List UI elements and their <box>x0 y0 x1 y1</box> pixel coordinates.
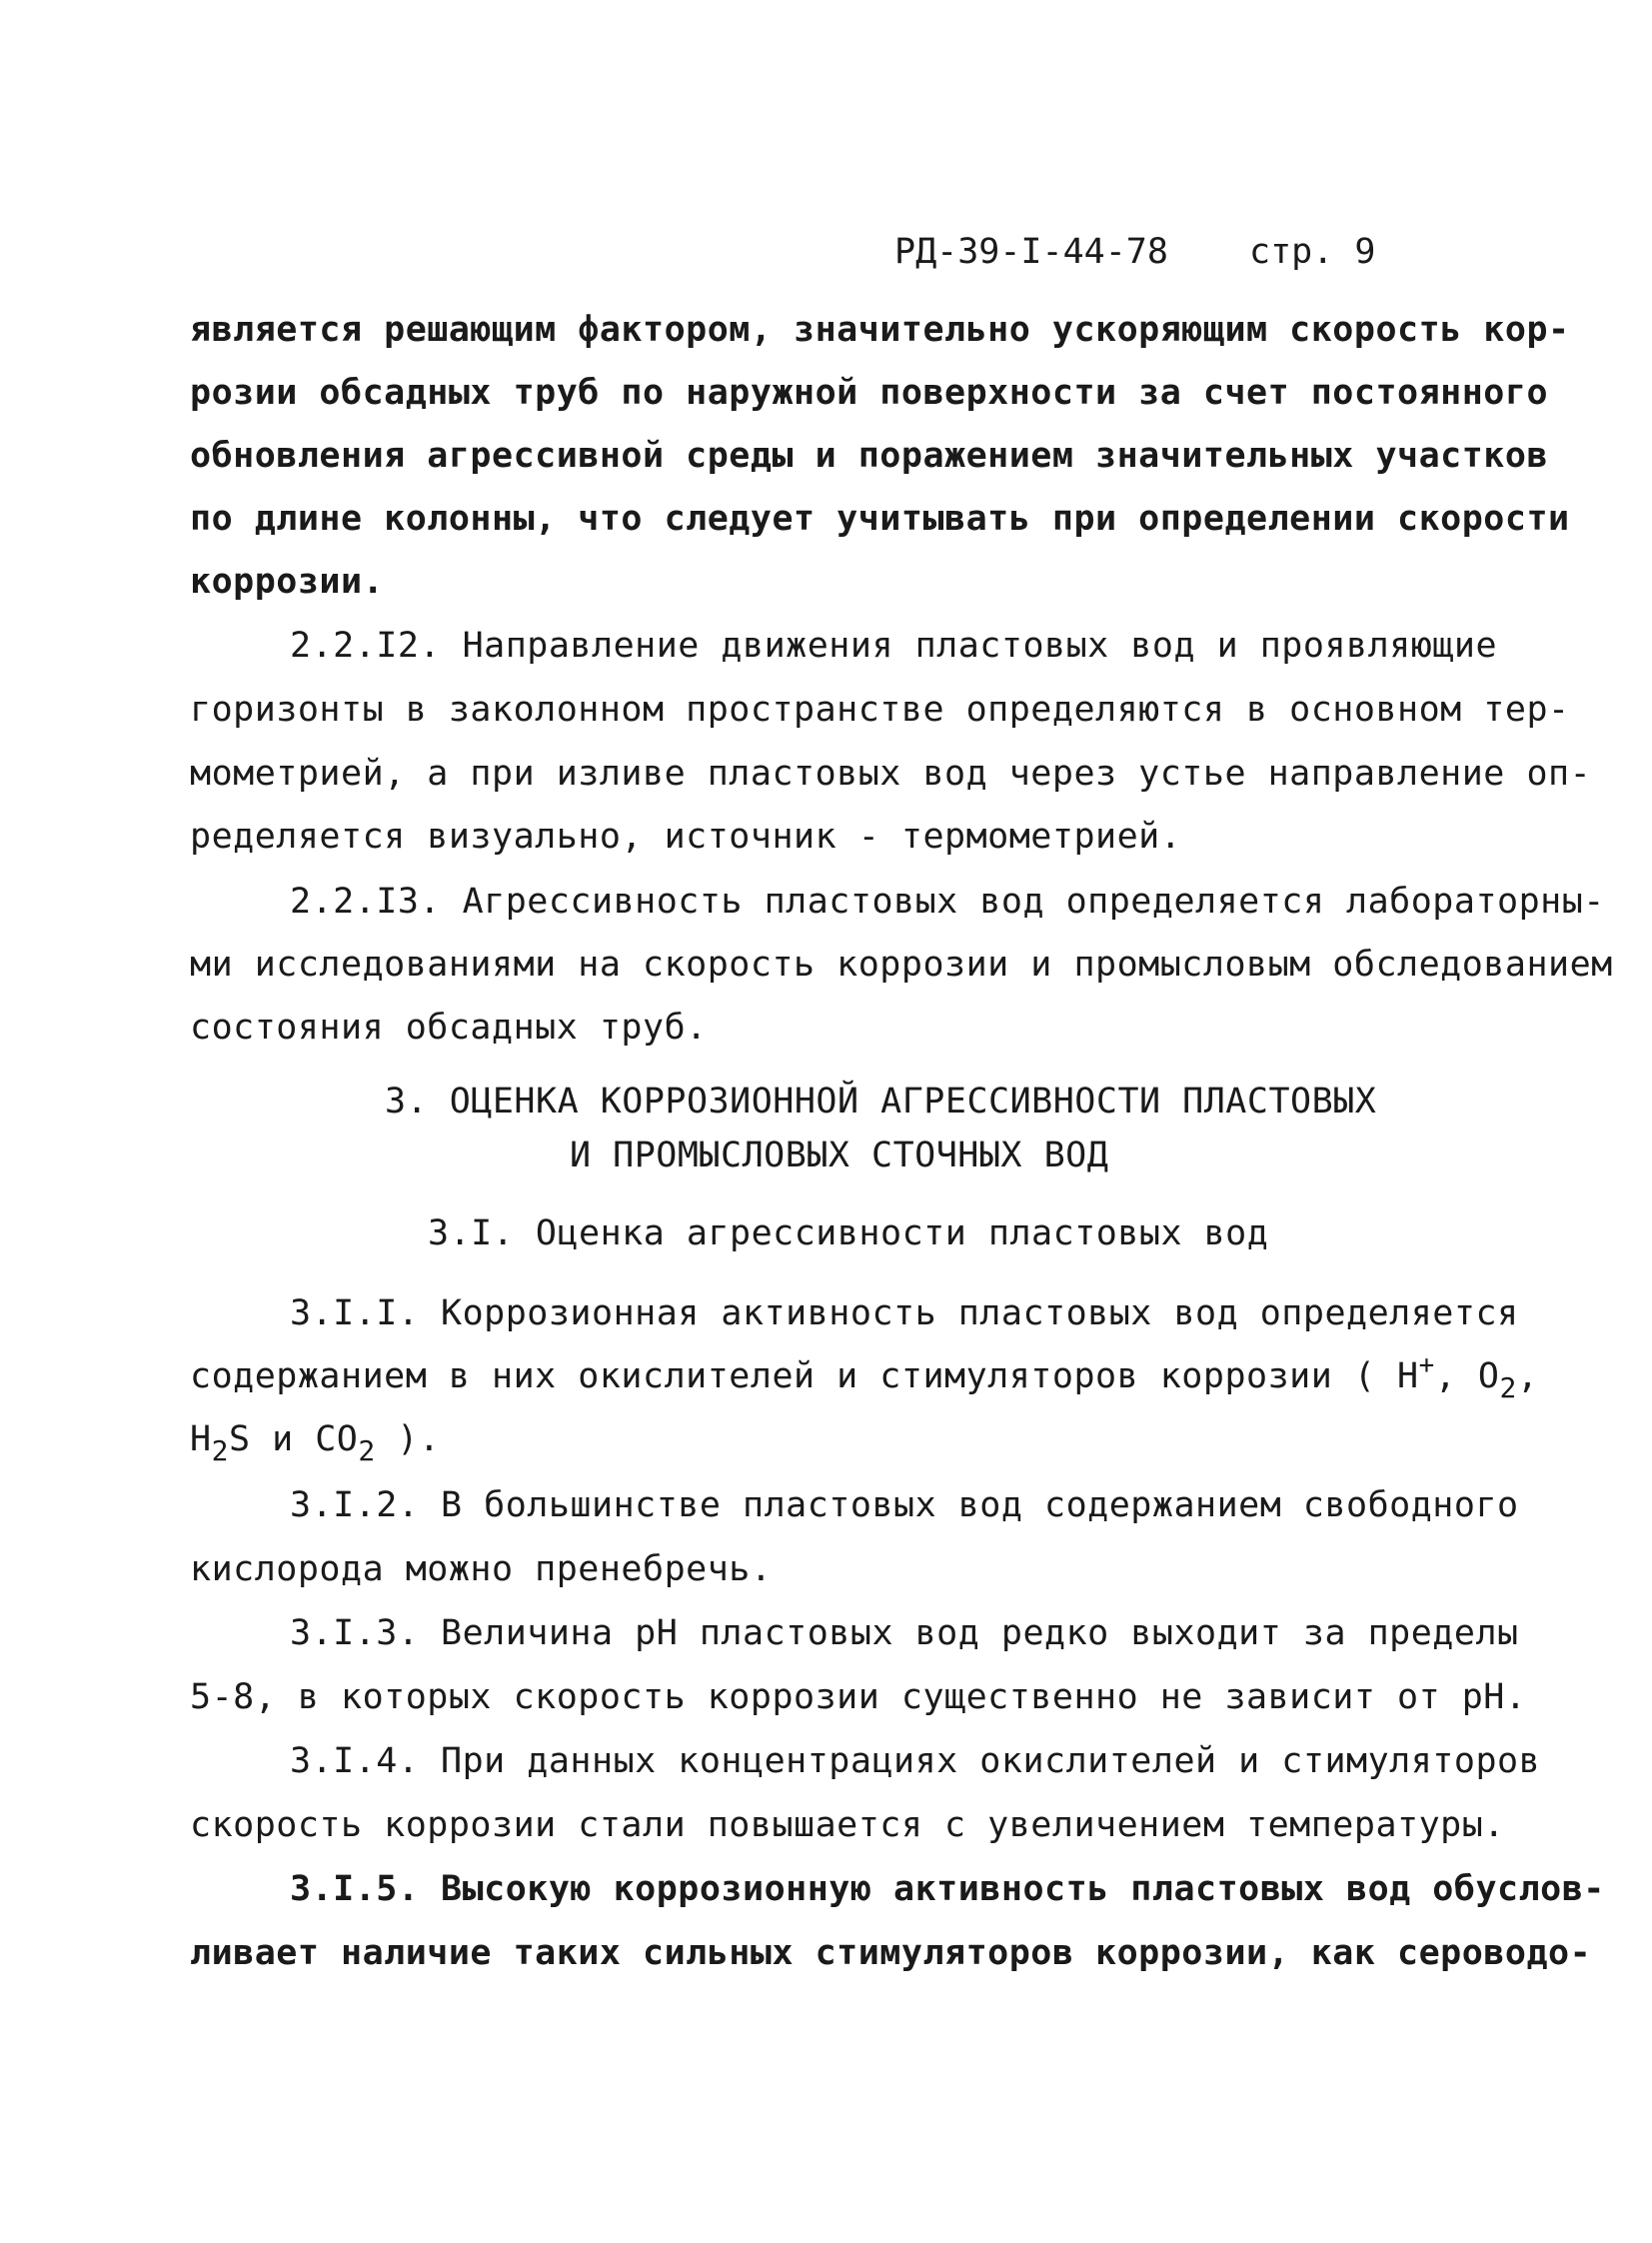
para-3-1-1-line-2 <box>190 1350 1539 1404</box>
para-3-1-1-line-2-mid: , O <box>1434 1356 1500 1396</box>
document-code: РД-39-I-44-78 <box>894 232 1168 272</box>
para-3-1-1-line-2-end: , <box>1516 1356 1539 1396</box>
para-2-2-13-line-3: состояния обсадных труб. <box>190 1008 708 1048</box>
para-3-1-3-line-2: 5-8, в которых скорость коррозии существенно не зависит от pH. <box>190 1677 1527 1717</box>
oxygen-subscript: 2 <box>1499 1371 1517 1404</box>
h2s-co2-text: S и CO <box>228 1419 359 1459</box>
page-number: стр. 9 <box>1249 232 1376 272</box>
para-3-1-1-line-2-text: содержанием в них окислителей и стимуляторов коррозии ( H <box>190 1356 1419 1396</box>
para-3-1-1-line-3-end: ). <box>375 1419 441 1459</box>
para-3-1-5-line-2: ливает наличие таких сильных стимуляторов коррозии, как сероводо- <box>190 1933 1592 1973</box>
para-3-1-2-line-1: 3.I.2. В большинстве пластовых вод содержанием свободного <box>290 1485 1519 1525</box>
para-3-1-1-line-3 <box>190 1417 441 1467</box>
continuation-line-3: обновления агрессивной среды и поражением значительных участков <box>190 436 1549 476</box>
subsection-3-1-title: 3.I. Оценка агрессивности пластовых вод <box>428 1213 1269 1253</box>
co2-subscript: 2 <box>358 1434 376 1467</box>
continuation-line-2: розии обсадных труб по наружной поверхности за счет постоянного <box>190 373 1549 413</box>
para-2-2-12-line-4: ределяется визуально, источник - термометрией. <box>190 817 1182 857</box>
hydrogen-ion-charge: + <box>1418 1350 1435 1380</box>
para-3-1-4-line-1: 3.I.4. При данных концентрациях окислителей и стимуляторов <box>290 1741 1541 1781</box>
h2s-subscript: 2 <box>211 1434 229 1467</box>
para-2-2-12-line-3: мометрией, а при изливе пластовых вод через устье направление оп- <box>190 754 1592 794</box>
para-2-2-13-line-1: 2.2.I3. Агрессивность пластовых вод определяется лабораторны- <box>290 882 1605 922</box>
h2s-h: H <box>190 1419 212 1459</box>
para-3-1-1-line-1: 3.I.I. Коррозионная активность пластовых вод определяется <box>290 1293 1519 1333</box>
para-2-2-12-line-1: 2.2.I2. Направление движения пластовых вод и проявляющие <box>290 626 1498 666</box>
continuation-line-5: коррозии. <box>190 562 385 602</box>
para-3-1-4-line-2: скорость коррозии стали повышается с увеличением температуры. <box>190 1805 1505 1845</box>
para-2-2-12-line-2: горизонты в заколонном пространстве определяются в основном тер- <box>190 690 1570 730</box>
continuation-line-1: является решающим фактором, значительно ускоряющим скорость кор- <box>190 310 1570 350</box>
para-2-2-13-line-2: ми исследованиями на скорость коррозии и промысловым обследованием <box>190 945 1613 985</box>
continuation-line-4: по длине колонны, что следует учитывать при определении скорости <box>190 499 1570 539</box>
para-3-1-5-line-1: 3.I.5. Высокую коррозионную активность пластовых вод обуслов- <box>290 1869 1605 1909</box>
para-3-1-2-line-2: кислорода можно пренебречь. <box>190 1549 773 1589</box>
para-3-1-3-line-1: 3.I.3. Величина pH пластовых вод редко выходит за пределы <box>290 1613 1519 1653</box>
section-3-title-line-2: И ПРОМЫСЛОВЫХ СТОЧНЫХ ВОД <box>570 1135 1109 1175</box>
section-3-title-line-1: 3. ОЦЕНКА КОРРОЗИОННОЙ АГРЕССИВНОСТИ ПЛАСТОВЫХ <box>385 1082 1377 1122</box>
